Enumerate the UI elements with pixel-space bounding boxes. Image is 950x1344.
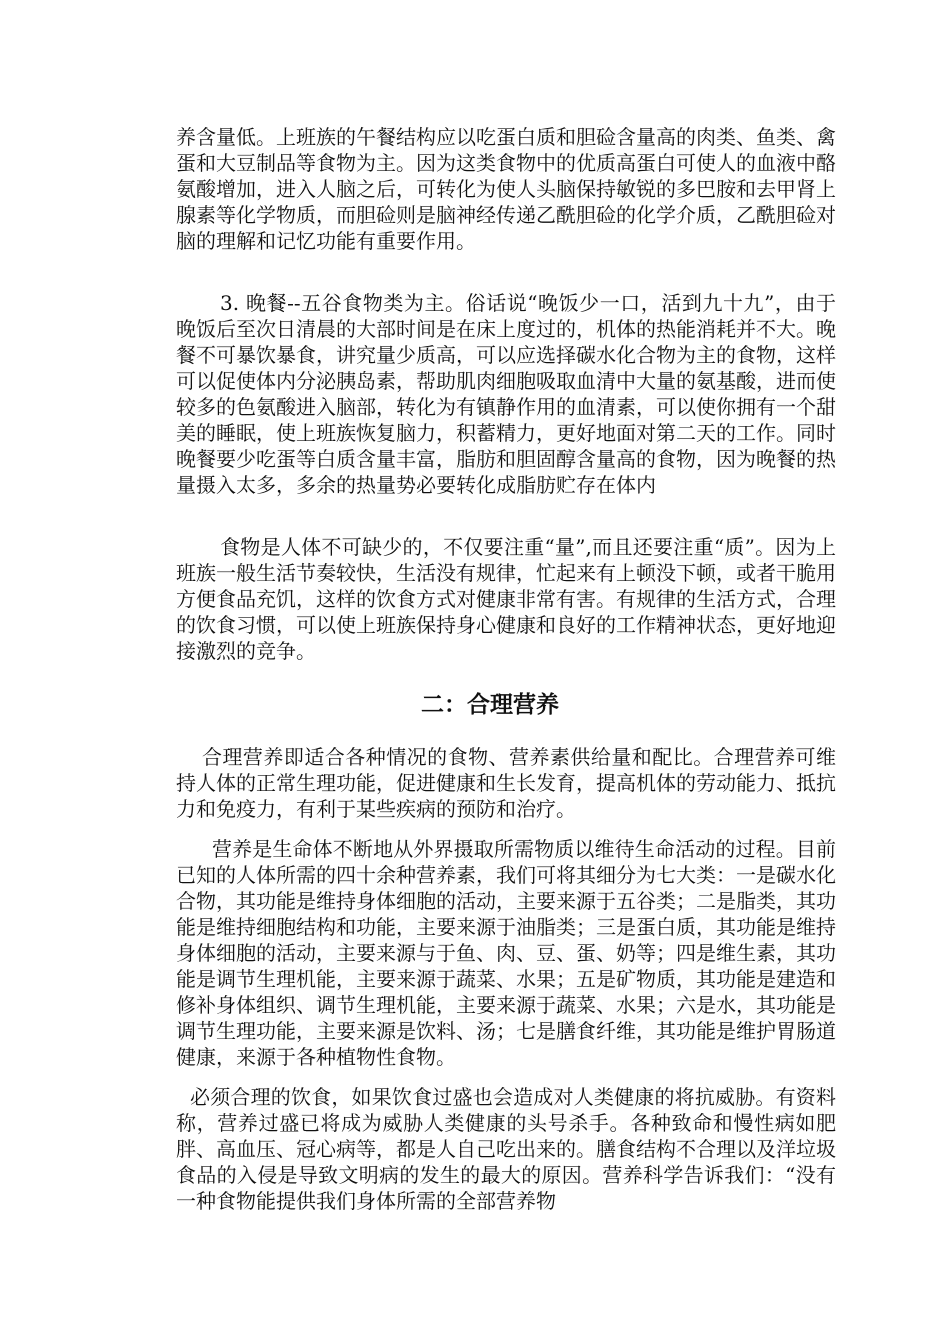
paragraph-food-quality: 食物是人体不可缺少的，不仅要注重“量”,而且还要注重“质”。因为上班族一般生活节奏较快，生活没有规律，忙起来有上顿没下顿，或者干脆用方便食品充饥，这样的饮食方式对健康非常有害。有规律的生活方式，合理的饮食习惯，可以使上班族保持身心健康和良好的工作精神状态，更好地迎接激烈的竞争。 [176, 535, 836, 663]
paragraph-overnutrition: 必须合理的饮食，如果饮食过盛也会造成对人类健康的将抗威胁。有资料称，营养过盛已将成为威胁人类健康的头号杀手。各种致命和慢性病如肥胖、高血压、冠心病等，都是人自己吃出来的。膳食结构不合理以及洋垃圾食品的入侵是导致文明病的发生的最大的原因。营养科学告诉我们：“没有一种食物能提供我们身体所需的全部营养物 [176, 1085, 836, 1213]
section-heading: 二：合理营养 [421, 692, 559, 718]
paragraph-nutrient-categories: 营养是生命体不断地从外界摄取所需物质以维待生命活动的过程。目前已知的人体所需的四十余种营养素，我们可将其细分为七大类：一是碳水化合物，其功能是维持身体细胞的活动，主要来源于五谷类；二是脂类，其功能是维持细胞结构和功能，主要来源于油脂类；三是蛋白质，其功能是维持身体细胞的活动，主要来源与于鱼、肉、豆、蛋、奶等；四是维生素，其功能是调节生理机能，主要来源于蔬菜、水果；五是矿物质，其功能是建造和修补身体组织、调节生理机能，主要来源于蔬菜、水果；六是水，其功能是调节生理功能，主要来源是饮料、汤；七是膳食纤维，其功能是维护胃肠道健康，来源于各种植物性食物。 [176, 837, 836, 1069]
paragraph-lunch-continued: 养含量低。上班族的午餐结构应以吃蛋白质和胆硷含量高的肉类、鱼类、禽蛋和大豆制品等食物为主。因为这类食物中的优质高蛋白可使人的血液中酪氨酸增加，进入人脑之后，可转化为使人头脑保持敏锐的多巴胺和去甲肾上腺素等化学物质，而胆硷则是脑神经传递乙酰胆硷的化学介质，乙酰胆硷对脑的理解和记忆功能有重要作用。 [176, 125, 836, 253]
paragraph-reasonable-nutrition: 合理营养即适合各种情况的食物、营养素供给量和配比。合理营养可维持人体的正常生理功能，促进健康和生长发育，提高机体的劳动能力、抵抗力和免疫力，有利于某些疾病的预防和治疗。 [176, 745, 836, 821]
paragraph-dinner: 3. 晚餐--五谷食物类为主。俗话说“晚饭少一口，活到九十九”，由于晚饭后至次日清晨的大部时间是在床上度过的，机体的热能消耗并不大。晚餐不可暴饮暴食，讲究量少质高，可以应选择碳水化合物为主的食物，这样可以促使体内分泌胰岛素，帮助肌肉细胞吸取血清中大量的氨基酸，进而使较多的色氨酸进入脑部，转化为有镇静作用的血清素，可以使你拥有一个甜美的睡眠，使上班族恢复脑力，积蓄精力，更好地面对第二天的工作。同时晚餐要少吃蛋等白质含量丰富，脂肪和胆固醇含量高的食物，因为晚餐的热量摄入太多，多余的热量势必要转化成脂肪贮存在体内 [176, 291, 836, 497]
